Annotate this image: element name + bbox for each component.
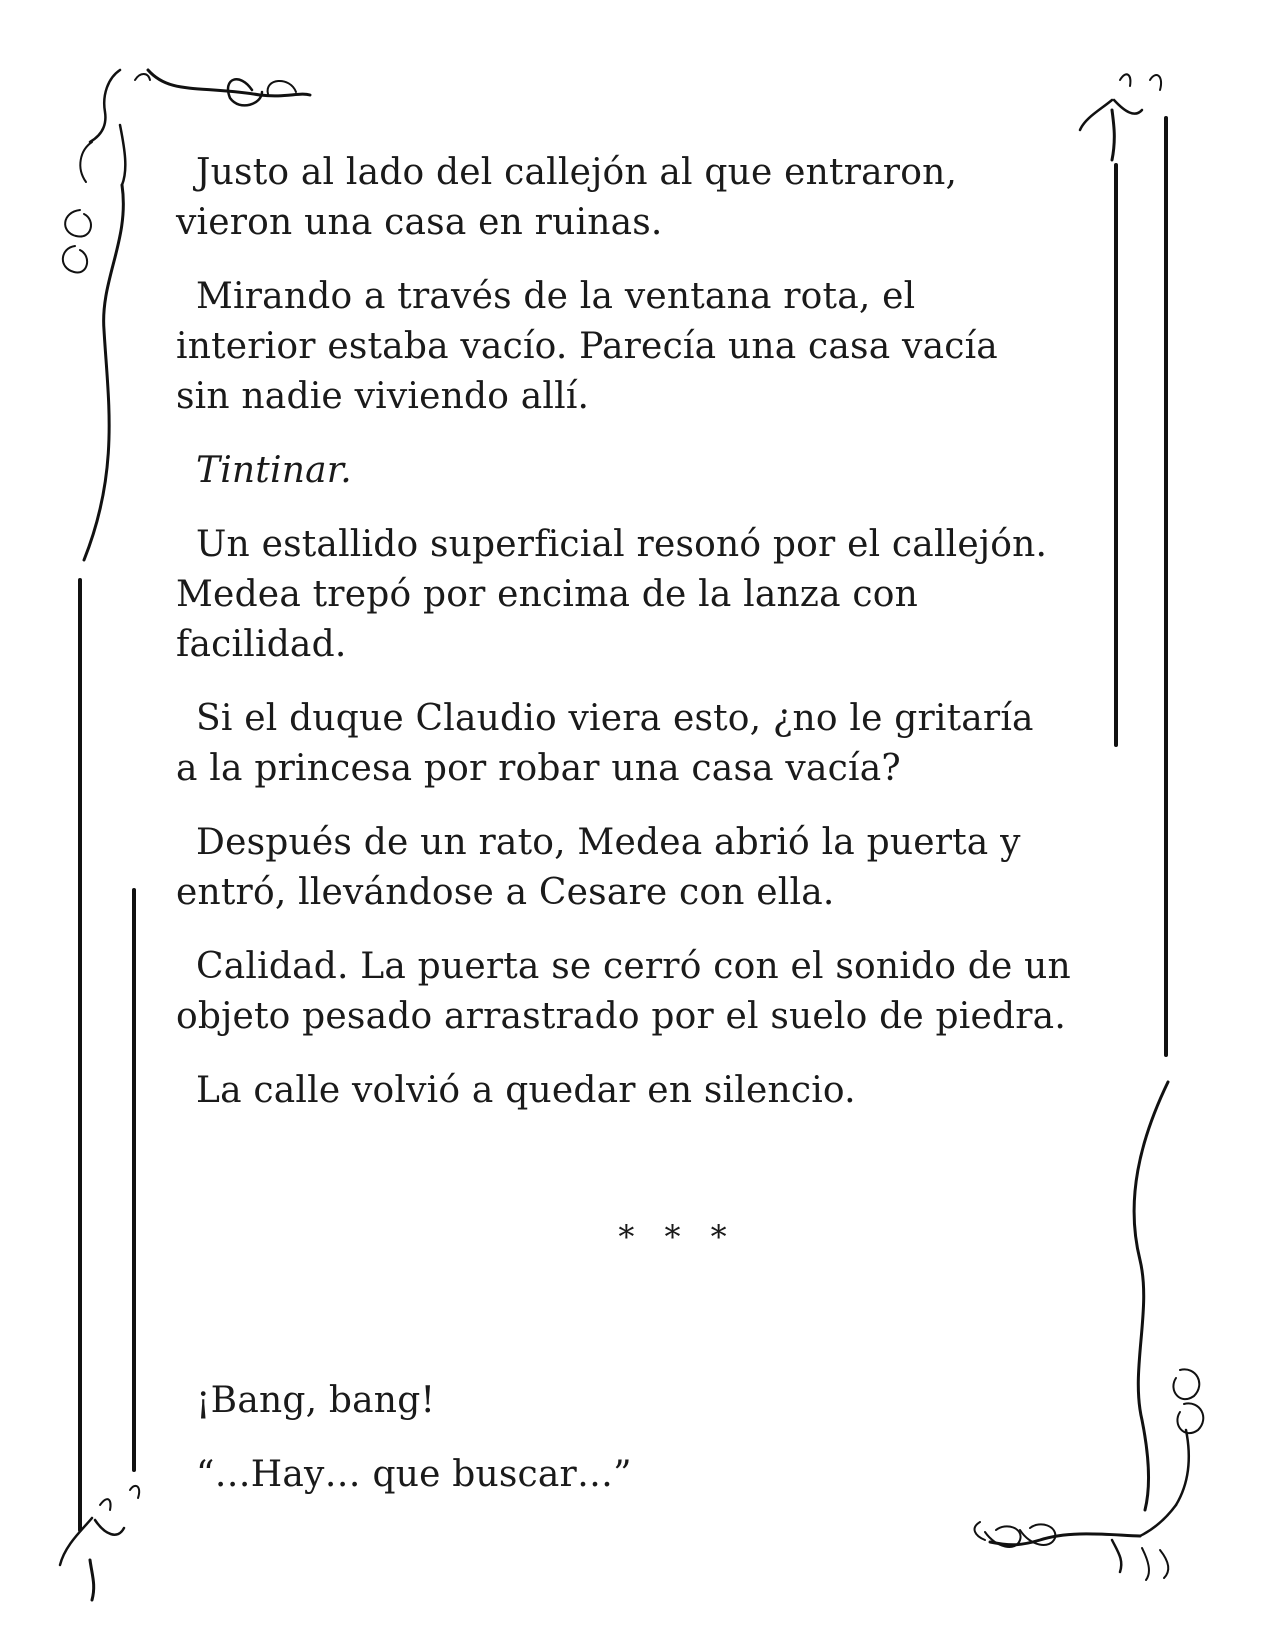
paragraph-1: Justo al lado del callejón al que entraron, vieron una casa en ruinas. (176, 152, 958, 243)
bottom-left-flourish-icon (60, 1486, 139, 1600)
paragraph-7: Calidad. La puerta se cerró con el sonido de un objeto pesado arrastrado por el suelo de piedra. (176, 946, 1071, 1037)
paragraph-4: Un estallido superficial resonó por el callejón. Medea trepó por encima de la lanza con facilidad. (176, 524, 1048, 665)
chapter-body (176, 148, 1116, 1140)
paragraph-5: Si el duque Claudio viera esto, ¿no le gritaría a la princesa por robar una casa vacía? (176, 698, 1034, 789)
paragraph-6: Después de un rato, Medea abrió la puerta y entró, llevándose a Cesare con ella. (176, 822, 1021, 913)
paragraph-9: ¡Bang, bang! (196, 1380, 436, 1421)
paragraph-3-sound-effect: Tintinar. (196, 450, 352, 491)
paragraph-2: Mirando a través de la ventana rota, el interior estaba vacío. Parecía una casa vacía sin nadie viviendo allí. (176, 276, 998, 417)
paragraph-8: La calle volvió a quedar en silencio. (196, 1070, 856, 1111)
chapter-body-continued (176, 1376, 1076, 1524)
paragraph-10-dialogue: “…Hay… que buscar…” (196, 1454, 632, 1495)
scene-break: * * * (618, 1218, 737, 1256)
